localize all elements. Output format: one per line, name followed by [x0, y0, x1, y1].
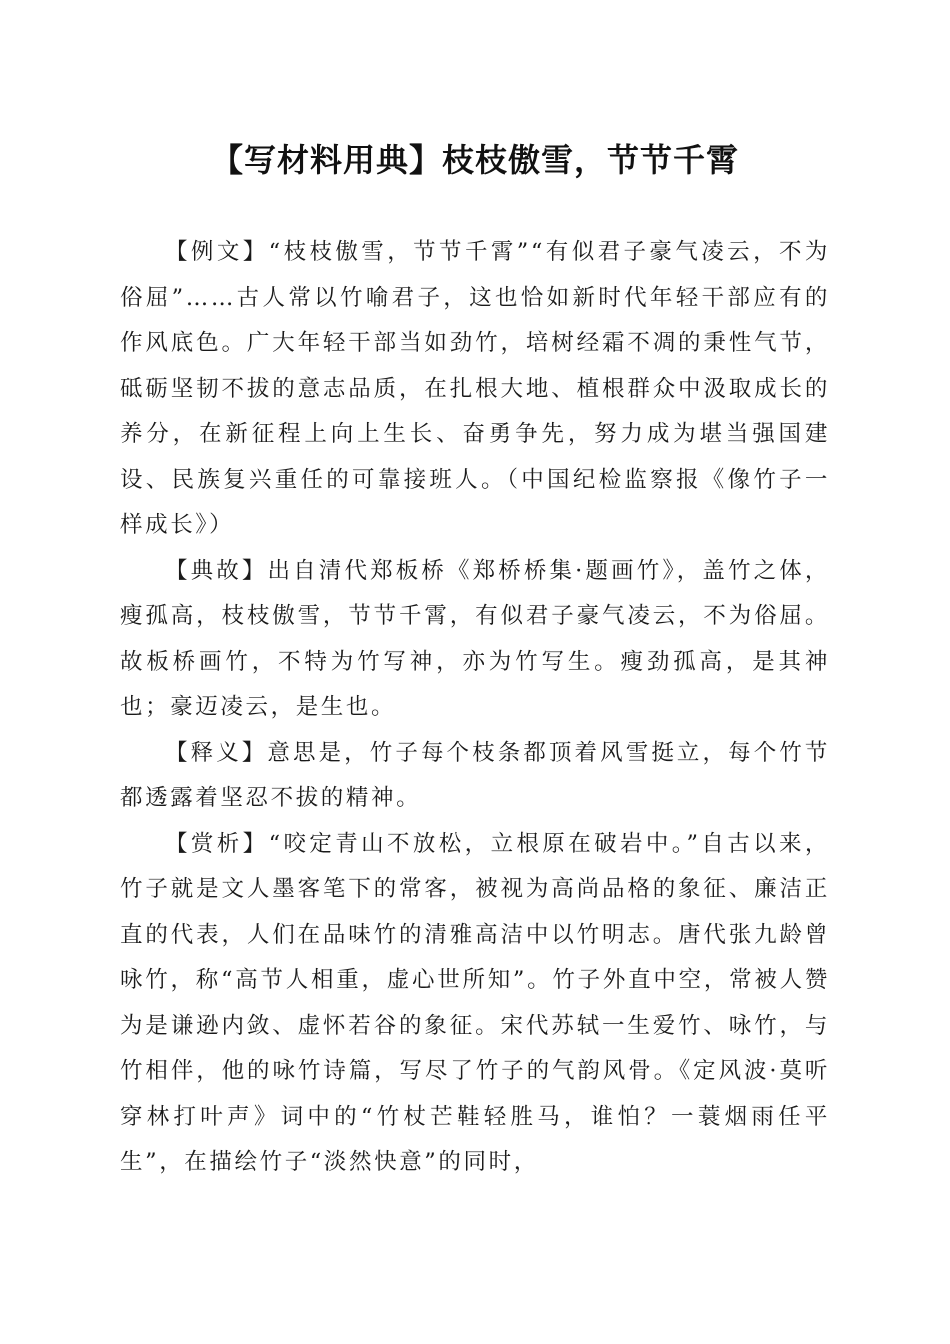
meaning-label: 【释义】: [165, 739, 268, 766]
allusion-label: 【典故】: [165, 557, 268, 584]
example-text: “枝枝傲雪，节节千霄”“有似君子豪气凌云，不为俗屈”……古人常以竹喻君子，这也恰如新时代年轻干部应有的作风底色。广大年轻干部当如劲竹，培树经霜不凋的秉性气节，砥砺坚韧不拔的意志品质，在扎根大地、植根群众中汲取成长的养分，在新征程上向上生长、奋勇争先，努力成为堪当强国建设、民族复兴重任的可靠接班人。（中国纪检监察报《像竹子一样成长》）: [120, 239, 831, 538]
example-paragraph: [120, 230, 830, 549]
allusion-text: 出自清代郑板桥《郑桥桥集·题画竹》，盖竹之体，瘦孤高，枝枝傲雪，节节千霄，有似君子豪气凌云，不为俗屈。故板桥画竹，不特为竹写神，亦为竹写生。瘦劲孤高，是其神也；豪迈凌云，是生也。: [120, 557, 831, 720]
meaning-paragraph: [120, 731, 830, 822]
appreciation-text: “咬定青山不放松，立根原在破岩中。”自古以来，竹子就是文人墨客笔下的常客，被视为高尚品格的象征、廉洁正直的代表，人们在品味竹的清雅高洁中以竹明志。唐代张九龄曾咏竹，称“高节人相重，虚心世所知”。竹子外直中空，常被人赞为是谦逊内敛、虚怀若谷的象征。宋代苏轼一生爱竹、咏竹，与竹相伴，他的咏竹诗篇，写尽了竹子的气韵风骨。《定风波·莫听穿林打叶声》词中的“竹杖芒鞋轻胜马，谁怕？一蓑烟雨任平生”，在描绘竹子“淡然快意”的同时，: [120, 830, 830, 1175]
appreciation-paragraph: [120, 822, 830, 1186]
example-label: 【例文】: [165, 239, 269, 265]
meaning-text: 意思是，竹子每个枝条都顶着风雪挺立，每个竹节都透露着坚忍不拔的精神。: [120, 739, 830, 811]
appreciation-label: 【赏析】: [165, 830, 269, 857]
document-title: 【写材料用典】枝枝傲雪，节节千霄: [210, 141, 739, 179]
document-body: [120, 230, 830, 1186]
allusion-paragraph: [120, 549, 830, 731]
